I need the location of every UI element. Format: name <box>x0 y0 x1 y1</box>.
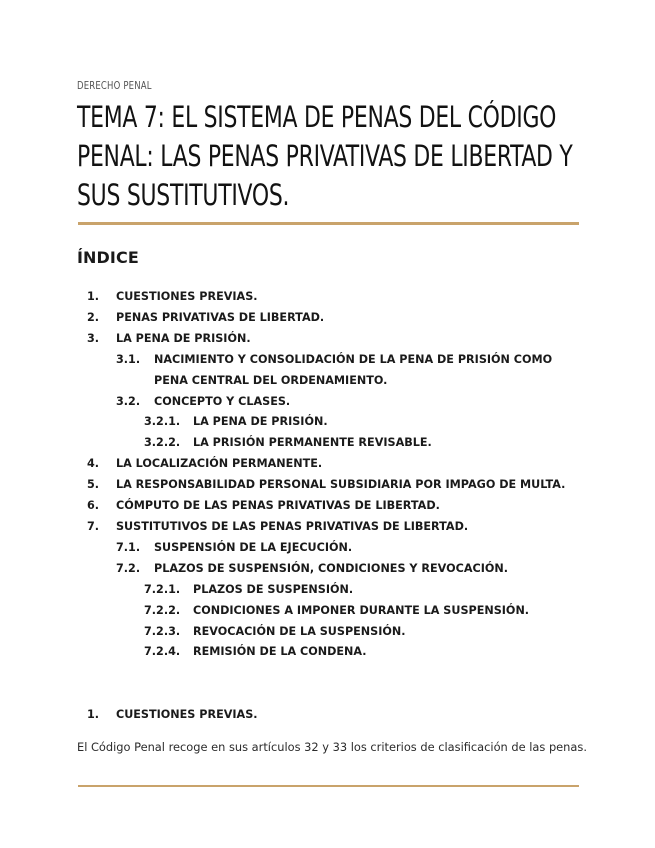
toc-item-number: 7.2.4. <box>144 645 181 659</box>
toc-item <box>0 392 655 413</box>
toc-item-label: LA PRISIÓN PERMANENTE REVISABLE. <box>193 436 432 450</box>
toc-item-label: PLAZOS DE SUSPENSIÓN. <box>193 582 354 596</box>
toc-item-number: 2. <box>87 310 100 324</box>
toc-item <box>0 287 655 308</box>
toc-item-label: LA PENA DE PRISIÓN. <box>116 331 251 345</box>
toc-item <box>0 433 655 454</box>
document-category: DERECHO PENAL <box>77 79 152 92</box>
toc-item-label: SUSTITUTIVOS DE LAS PENAS PRIVATIVAS DE LIBERTAD. <box>116 519 469 533</box>
title-divider <box>78 222 579 225</box>
document-title <box>77 98 573 215</box>
toc-item-label: PENAS PRIVATIVAS DE LIBERTAD. <box>116 310 325 324</box>
toc-item-number: 3.2.1. <box>144 415 181 429</box>
toc-item-number: 7. <box>87 519 100 533</box>
toc-item-label: SUSPENSIÓN DE LA EJECUCIÓN. <box>154 540 353 554</box>
toc-item-label: CONDICIONES A IMPONER DURANTE LA SUSPENSIÓN. <box>193 603 530 617</box>
toc-item <box>0 580 655 601</box>
toc-item-number: 5. <box>87 478 100 492</box>
toc-item-number: 7.2. <box>116 561 141 575</box>
section-title: CUESTIONES PREVIAS. <box>116 708 258 721</box>
title-line: PENAL: LAS PENAS PRIVATIVAS DE LIBERTAD Y <box>77 139 573 173</box>
toc-item <box>0 517 655 538</box>
toc-item-label: REMISIÓN DE LA CONDENA. <box>193 645 367 659</box>
toc-item-number: 7.2.3. <box>144 624 181 638</box>
index-heading: ÍNDICE <box>77 248 139 267</box>
section-heading <box>0 705 655 726</box>
toc-item-number: 3.2.2. <box>144 436 181 450</box>
toc-item <box>0 642 655 663</box>
toc-item-number: 3.1. <box>116 352 141 366</box>
toc-item-number: 7.2.2. <box>144 603 181 617</box>
toc-item <box>0 559 655 580</box>
toc-item <box>0 412 655 433</box>
title-line: TEMA 7: EL SISTEMA DE PENAS DEL CÓDIGO <box>77 100 557 134</box>
toc-item <box>0 308 655 329</box>
toc-item-label: NACIMIENTO Y CONSOLIDACIÓN DE LA PENA DE PRISIÓN COMO PENA CENTRAL DEL ORDENAMIENTO. <box>154 352 553 387</box>
toc-item <box>0 538 655 559</box>
toc-item <box>0 329 655 350</box>
toc-item <box>0 454 655 475</box>
footer-divider <box>78 785 579 787</box>
toc-item-number: 6. <box>87 499 100 513</box>
toc-item <box>0 601 655 622</box>
toc-item-number: 7.1. <box>116 540 141 554</box>
toc-item-label: PLAZOS DE SUSPENSIÓN, CONDICIONES Y REVOCACIÓN. <box>154 561 508 575</box>
toc-item <box>0 622 655 643</box>
toc-item <box>0 350 655 392</box>
toc-item-number: 3.2. <box>116 394 141 408</box>
table-of-contents <box>0 287 655 663</box>
toc-item <box>0 496 655 517</box>
toc-item-label: REVOCACIÓN DE LA SUSPENSIÓN. <box>193 624 406 638</box>
toc-item <box>0 475 655 496</box>
toc-item-label: CONCEPTO Y CLASES. <box>154 394 291 408</box>
title-line: SUS SUSTITUTIVOS. <box>77 178 290 212</box>
toc-item-label: CUESTIONES PREVIAS. <box>116 290 258 303</box>
toc-item-number: 7.2.1. <box>144 582 181 596</box>
toc-item-label: LA RESPONSABILIDAD PERSONAL SUBSIDIARIA POR IMPAGO DE MULTA. <box>116 478 566 492</box>
toc-item-number: 4. <box>87 457 100 471</box>
toc-item-label: LA LOCALIZACIÓN PERMANENTE. <box>116 457 323 471</box>
toc-item-number: 1. <box>87 290 100 303</box>
section-number: 1. <box>87 708 100 721</box>
toc-item-label: LA PENA DE PRISIÓN. <box>193 415 328 429</box>
section-paragraph: El Código Penal recoge en sus artículos 32 y 33 los criterios de clasificación de las penas. <box>77 740 587 754</box>
toc-item-number: 3. <box>87 331 100 345</box>
toc-item-label: CÓMPUTO DE LAS PENAS PRIVATIVAS DE LIBERTAD. <box>116 499 440 513</box>
